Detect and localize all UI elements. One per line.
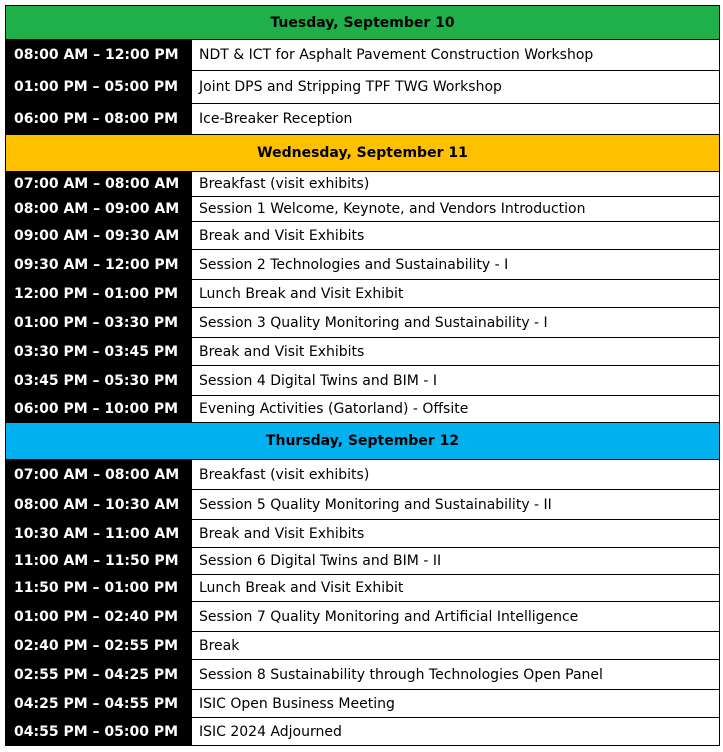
- schedule-row: [6, 718, 720, 746]
- event-title: Breakfast (visit exhibits): [192, 460, 720, 490]
- time-slot: 04:55 PM – 05:00 PM: [6, 718, 192, 746]
- event-title: Break and Visit Exhibits: [192, 520, 720, 548]
- schedule-row: [6, 71, 720, 104]
- time-slot: 06:00 PM – 10:00 PM: [6, 396, 192, 423]
- time-slot: 08:00 AM – 12:00 PM: [6, 40, 192, 71]
- event-title: Joint DPS and Stripping TPF TWG Workshop: [192, 71, 720, 104]
- time-slot: 03:45 PM – 05:30 PM: [6, 366, 192, 396]
- schedule-row: [6, 222, 720, 250]
- event-title: Breakfast (visit exhibits): [192, 172, 720, 197]
- schedule-row: [6, 338, 720, 366]
- schedule-row: [6, 396, 720, 423]
- event-title: ISIC Open Business Meeting: [192, 690, 720, 718]
- time-slot: 11:50 PM – 01:00 PM: [6, 575, 192, 602]
- schedule-row: [6, 602, 720, 632]
- event-title: Session 3 Quality Monitoring and Sustainability - I: [192, 308, 720, 338]
- time-slot: 04:25 PM – 04:55 PM: [6, 690, 192, 718]
- time-slot: 11:00 AM – 11:50 PM: [6, 548, 192, 575]
- schedule-row: [6, 575, 720, 602]
- schedule-row: [6, 366, 720, 396]
- event-title: Session 5 Quality Monitoring and Sustainability - II: [192, 490, 720, 520]
- event-title: Session 7 Quality Monitoring and Artificial Intelligence: [192, 602, 720, 632]
- schedule-row: [6, 104, 720, 135]
- event-title: Session 1 Welcome, Keynote, and Vendors Introduction: [192, 197, 720, 222]
- time-slot: 02:55 PM – 04:25 PM: [6, 660, 192, 690]
- time-slot: 01:00 PM – 05:00 PM: [6, 71, 192, 104]
- day-header-row: [6, 423, 720, 460]
- event-title: Evening Activities (Gatorland) - Offsite: [192, 396, 720, 423]
- event-title: NDT & ICT for Asphalt Pavement Construction Workshop: [192, 40, 720, 71]
- schedule-row: [6, 172, 720, 197]
- time-slot: 06:00 PM – 08:00 PM: [6, 104, 192, 135]
- schedule-row: [6, 690, 720, 718]
- time-slot: 08:00 AM – 10:30 AM: [6, 490, 192, 520]
- time-slot: 09:30 AM – 12:00 PM: [6, 250, 192, 280]
- time-slot: 07:00 AM – 08:00 AM: [6, 460, 192, 490]
- schedule-row: [6, 490, 720, 520]
- time-slot: 03:30 PM – 03:45 PM: [6, 338, 192, 366]
- time-slot: 09:00 AM – 09:30 AM: [6, 222, 192, 250]
- day-header-row: [6, 135, 720, 172]
- schedule-body: [6, 6, 720, 746]
- schedule-row: [6, 197, 720, 222]
- event-title: Session 8 Sustainability through Technologies Open Panel: [192, 660, 720, 690]
- day-header-row: [6, 6, 720, 40]
- schedule-table: [5, 5, 720, 746]
- schedule-row: [6, 520, 720, 548]
- time-slot: 01:00 PM – 02:40 PM: [6, 602, 192, 632]
- event-title: Lunch Break and Visit Exhibit: [192, 575, 720, 602]
- time-slot: 01:00 PM – 03:30 PM: [6, 308, 192, 338]
- event-title: Session 4 Digital Twins and BIM - I: [192, 366, 720, 396]
- time-slot: 07:00 AM – 08:00 AM: [6, 172, 192, 197]
- event-title: Break and Visit Exhibits: [192, 222, 720, 250]
- day-header: Wednesday, September 11: [6, 135, 720, 172]
- schedule-row: [6, 40, 720, 71]
- event-title: Session 2 Technologies and Sustainability - I: [192, 250, 720, 280]
- schedule-row: [6, 660, 720, 690]
- schedule-row: [6, 548, 720, 575]
- event-title: Break and Visit Exhibits: [192, 338, 720, 366]
- event-title: Ice-Breaker Reception: [192, 104, 720, 135]
- schedule-row: [6, 250, 720, 280]
- day-header: Thursday, September 12: [6, 423, 720, 460]
- event-title: Break: [192, 632, 720, 660]
- event-title: Lunch Break and Visit Exhibit: [192, 280, 720, 308]
- time-slot: 08:00 AM – 09:00 AM: [6, 197, 192, 222]
- event-title: Session 6 Digital Twins and BIM - II: [192, 548, 720, 575]
- day-header: Tuesday, September 10: [6, 6, 720, 40]
- event-title: ISIC 2024 Adjourned: [192, 718, 720, 746]
- time-slot: 02:40 PM – 02:55 PM: [6, 632, 192, 660]
- time-slot: 12:00 PM – 01:00 PM: [6, 280, 192, 308]
- time-slot: 10:30 AM – 11:00 AM: [6, 520, 192, 548]
- schedule-row: [6, 632, 720, 660]
- schedule-row: [6, 280, 720, 308]
- schedule-row: [6, 308, 720, 338]
- schedule-row: [6, 460, 720, 490]
